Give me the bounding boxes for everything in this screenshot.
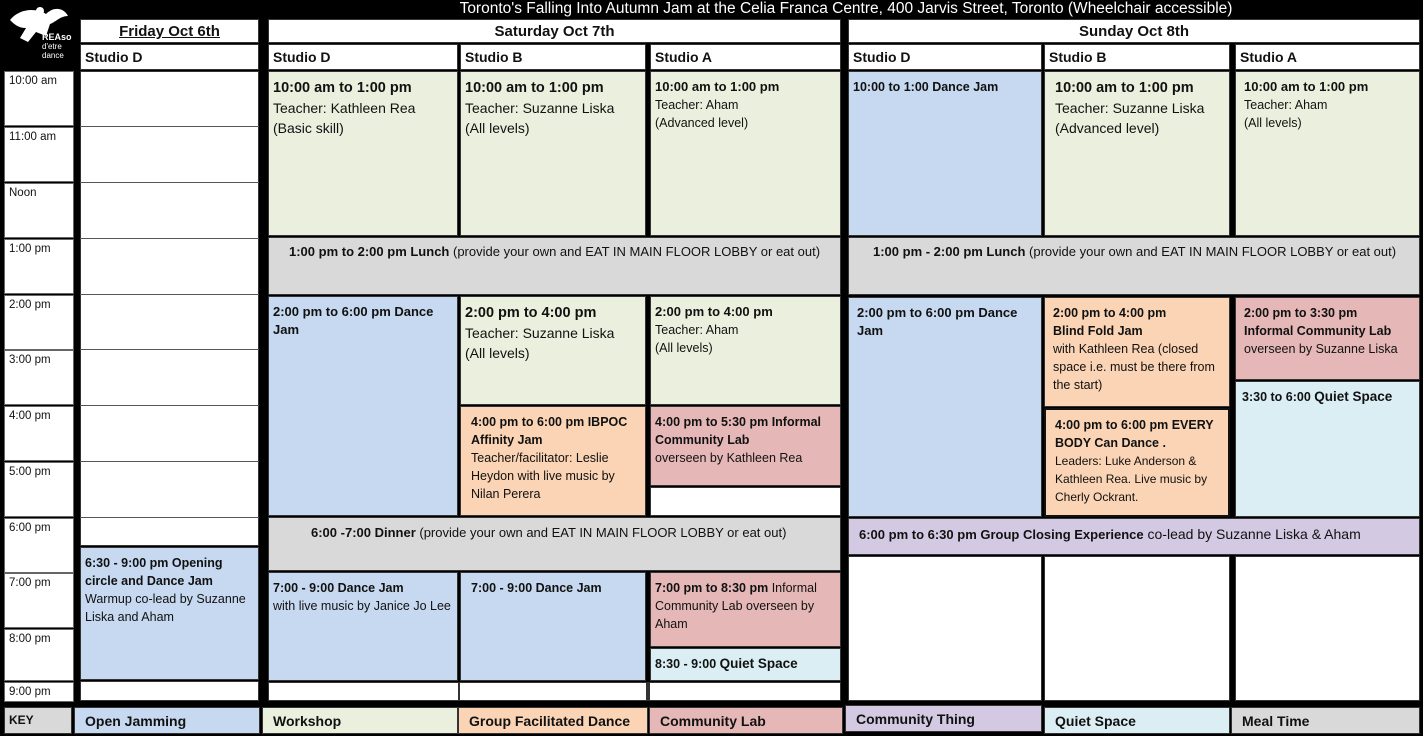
day-header-sunday: Sunday Oct 8th: [848, 19, 1420, 43]
event-sat-d-evening-jam[interactable]: [268, 572, 458, 681]
event-teacher: Teacher: Kathleen Rea: [273, 100, 416, 116]
event-teacher: Teacher: Suzanne Liska: [465, 325, 615, 341]
reason-detre-dance-logo: [6, 2, 72, 66]
event-detail: (provide your own and EAT IN MAIN FLOOR LOBBY or eat out): [1025, 244, 1397, 259]
event-sun-b-blind-fold-jam[interactable]: [1044, 297, 1230, 407]
event-title: 2:00 pm to 6:00 pm Dance Jam: [273, 304, 434, 337]
row-divider: [80, 126, 259, 127]
key-community-lab: Community Lab: [649, 707, 843, 734]
event-title: 2:00 pm to 4:00 pm: [1053, 306, 1167, 320]
event-subtitle: Blind Fold Jam: [1053, 324, 1143, 338]
event-time: 8:30 - 9:00: [655, 657, 720, 671]
event-sun-b-workshop-morning[interactable]: [1044, 71, 1230, 236]
event-sat-a-workshop-morning[interactable]: [650, 71, 841, 236]
day-header-saturday: Saturday Oct 7th: [268, 19, 841, 43]
event-teacher: Teacher: Suzanne Liska: [465, 100, 615, 116]
event-title: 2:00 pm to 4:00 pm: [655, 304, 773, 319]
event-title: 10:00 to 1:00 Dance Jam: [853, 80, 999, 94]
event-sat-a-evening-lab[interactable]: [650, 572, 841, 647]
page-title: Toronto's Falling Into Autumn Jam at the Celia Franca Centre, 400 Jarvis Street, Toronto (Wheelchair accessible): [459, 0, 1233, 17]
event-title: 7:00 pm to 8:30 pm: [655, 581, 769, 595]
time-label: 11:00 am: [4, 127, 74, 182]
studio-header-sun-b: Studio B: [1044, 44, 1230, 70]
key-quiet-space: Quiet Space: [1044, 707, 1230, 734]
event-sun-a-workshop-morning[interactable]: [1235, 71, 1420, 236]
row-divider: [80, 405, 259, 406]
empty-slot: [1044, 556, 1230, 701]
event-level: (All levels): [655, 341, 713, 355]
time-label: 10:00 am: [4, 71, 74, 126]
studio-header-sat-a: Studio A: [650, 44, 841, 70]
time-label: 1:00 pm: [4, 239, 74, 294]
row-divider: [80, 349, 259, 350]
event-title: 1:00 pm to 2:00 pm Lunch: [289, 244, 450, 259]
event-title: 7:00 - 9:00 Dance Jam: [273, 581, 404, 595]
event-title: 4:00 pm to 6:00 pm EVERY BODY Can Dance .: [1055, 418, 1214, 450]
studio-header-sat-d: Studio D: [268, 44, 458, 70]
event-sat-d-dance-jam[interactable]: [268, 296, 458, 516]
time-label: Noon: [4, 183, 74, 238]
event-title: 4:00 pm to 6:00 pm IBPOC Affinity Jam: [471, 415, 628, 447]
svg-text:dance: dance: [42, 51, 64, 60]
empty-slot: [1235, 556, 1420, 701]
event-title: Quiet Space: [1314, 389, 1393, 404]
time-label: 9:00 pm: [4, 682, 74, 702]
event-title: 2:00 pm to 6:00 pm Dance Jam: [857, 305, 1018, 338]
event-subtitle: Informal Community Lab: [1244, 324, 1392, 338]
key-meal-time: Meal Time: [1231, 707, 1420, 734]
svg-text:REAso: REAso: [42, 32, 72, 42]
event-title: 10:00 am to 1:00 pm: [1055, 80, 1194, 96]
event-sat-b-evening-jam[interactable]: [460, 572, 646, 681]
row-divider: [80, 461, 259, 462]
key-workshop: Workshop: [262, 707, 458, 734]
key-group-facilitated-dance: Group Facilitated Dance: [458, 707, 648, 734]
event-teacher: Teacher: Suzanne Liska: [1055, 100, 1205, 116]
event-sat-dinner[interactable]: [268, 517, 841, 571]
event-detail: Informal Community Lab overseen by Aham: [655, 581, 817, 631]
row-divider: [80, 517, 259, 518]
studio-header-fri-d: Studio D: [80, 44, 259, 70]
event-title: 6:30 - 9:00 pm Opening circle and Dance Jam: [85, 556, 223, 588]
studio-header-sun-a: Studio A: [1235, 44, 1420, 70]
event-sat-b-ibpoc-jam[interactable]: [460, 406, 646, 516]
event-sun-lunch[interactable]: [848, 237, 1420, 295]
studio-header-sun-d: Studio D: [848, 44, 1042, 70]
event-sun-a-quiet-space[interactable]: [1235, 381, 1420, 517]
event-title: 2:00 pm to 4:00 pm: [465, 305, 597, 321]
event-title: 4:00 pm to 5:30 pm Informal Community Lab: [655, 415, 822, 447]
friday-empty-area: [80, 71, 259, 546]
event-level: (All levels): [1244, 116, 1302, 130]
event-detail: co-lead by Suzanne Liska & Aham: [1143, 526, 1361, 542]
event-detail: with Kathleen Rea (closed space i.e. must be there from the start): [1053, 342, 1215, 392]
key-label: KEY: [4, 707, 72, 734]
event-sat-d-workshop-morning[interactable]: [268, 71, 458, 236]
day-header-friday: Friday Oct 6th: [80, 19, 259, 43]
event-level: (All levels): [465, 120, 530, 136]
event-detail: Warmup co-lead by Suzanne Liska and Aham: [85, 592, 246, 624]
event-level: (Advanced level): [655, 116, 749, 130]
empty-slot: [650, 487, 841, 516]
event-teacher: Teacher: Aham: [1244, 98, 1328, 112]
event-level: (Basic skill): [273, 120, 344, 136]
event-level: (All levels): [465, 345, 530, 361]
event-sun-d-dance-jam-afternoon[interactable]: [848, 297, 1042, 517]
event-detail: overseen by Kathleen Rea: [655, 451, 803, 465]
event-sat-b-workshop-morning[interactable]: [460, 71, 646, 236]
event-sun-group-closing[interactable]: [848, 518, 1420, 555]
key-community-thing: Community Thing: [845, 705, 1042, 732]
event-detail: (provide your own and EAT IN MAIN FLOOR LOBBY or eat out): [415, 525, 787, 540]
time-label: 7:00 pm: [4, 573, 74, 628]
event-sat-a-workshop-afternoon[interactable]: [650, 296, 841, 405]
empty-slot: [268, 682, 841, 701]
event-teacher: Teacher: Aham: [655, 98, 739, 112]
event-detail: with live music by Janice Jo Lee: [273, 599, 451, 613]
event-sun-d-dance-jam-morning[interactable]: [848, 71, 1042, 236]
studio-header-sat-b: Studio B: [460, 44, 646, 70]
event-sun-a-community-lab[interactable]: [1235, 297, 1420, 380]
event-sat-b-workshop-afternoon[interactable]: [460, 296, 646, 405]
time-label: 6:00 pm: [4, 518, 74, 573]
column-divider: [458, 682, 460, 701]
event-title: 10:00 am to 1:00 pm: [1244, 79, 1369, 94]
event-teacher: Teacher: Aham: [655, 323, 739, 337]
event-title: 1:00 pm - 2:00 pm Lunch: [873, 244, 1026, 259]
time-label: 8:00 pm: [4, 629, 74, 681]
event-title: 6:00 pm to 6:30 pm Group Closing Experience: [859, 527, 1144, 542]
event-title: 10:00 am to 1:00 pm: [655, 79, 780, 94]
event-time: 3:30 to 6:00: [1242, 390, 1315, 404]
event-fri-opening-circle[interactable]: [80, 547, 259, 680]
event-sat-a-community-lab[interactable]: [650, 406, 841, 486]
time-label: 4:00 pm: [4, 406, 74, 461]
friday-empty-slot: [80, 681, 259, 701]
event-title: Quiet Space: [719, 656, 798, 671]
event-detail: Leaders: Luke Anderson & Kathleen Rea. Live music by Cherly Ockrant.: [1055, 454, 1208, 504]
event-sat-a-quiet-space[interactable]: [650, 648, 841, 681]
column-divider: [646, 682, 650, 701]
event-title: 2:00 pm to 3:30 pm: [1244, 306, 1358, 320]
row-divider: [80, 294, 259, 295]
event-title: 7:00 - 9:00 Dance Jam: [471, 581, 602, 595]
svg-text:d'etre: d'etre: [42, 42, 62, 51]
time-label: 5:00 pm: [4, 462, 74, 517]
time-label: 2:00 pm: [4, 295, 74, 350]
event-level: (Advanced level): [1055, 120, 1160, 136]
event-sat-lunch[interactable]: [268, 237, 841, 295]
row-divider: [80, 182, 259, 183]
time-label: 3:00 pm: [4, 350, 74, 405]
event-detail: overseen by Suzanne Liska: [1244, 342, 1398, 356]
event-title: 10:00 am to 1:00 pm: [465, 80, 604, 96]
key-open-jamming: Open Jamming: [74, 707, 260, 734]
empty-slot: [848, 556, 1042, 701]
event-title: 10:00 am to 1:00 pm: [273, 80, 412, 96]
row-divider: [80, 238, 259, 239]
event-detail: Teacher/facilitator: Leslie Heydon with live music by Nilan Perera: [471, 451, 615, 501]
event-detail: (provide your own and EAT IN MAIN FLOOR LOBBY or eat out): [449, 244, 821, 259]
event-sun-b-every-body-can-dance[interactable]: [1044, 408, 1230, 517]
event-title: 6:00 -7:00 Dinner: [311, 525, 416, 540]
